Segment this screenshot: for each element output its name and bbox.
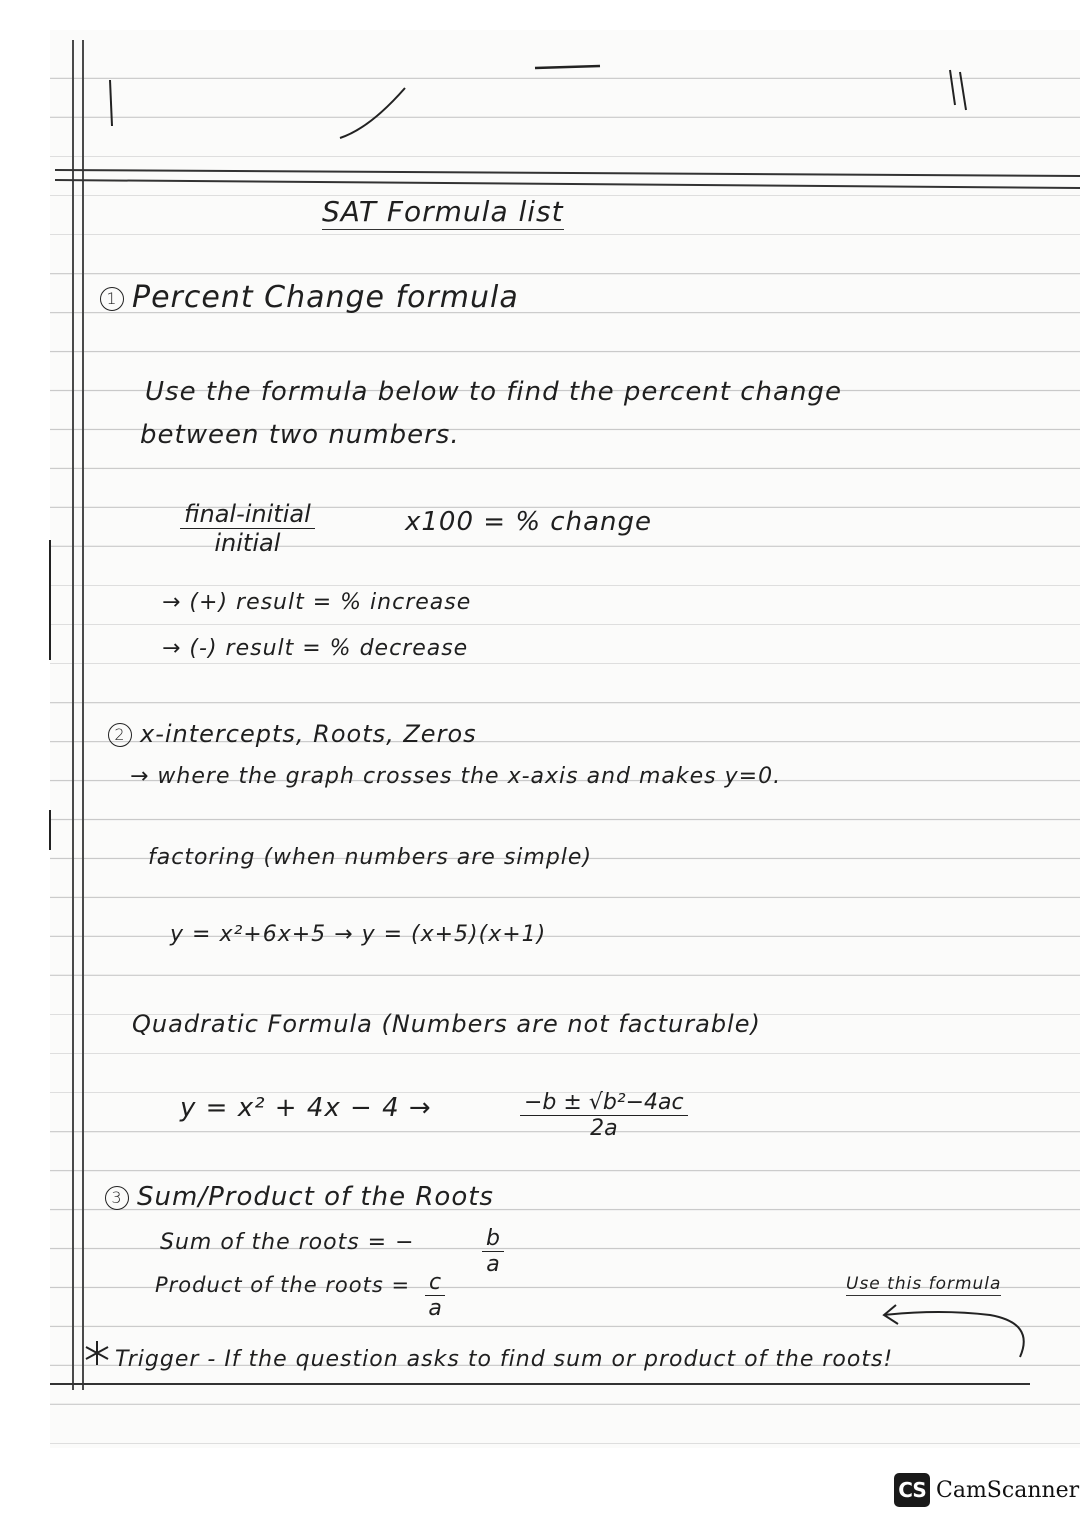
use-this-formula-note: Use this formula (846, 1274, 1002, 1294)
quadratic-equation: y = x² + 4x − 4 → (180, 1093, 432, 1123)
section-1-number: 1 (100, 287, 124, 311)
section-2-heading (108, 720, 477, 748)
sum-denominator: a (486, 1252, 500, 1277)
section-2-description: → where the graph crosses the x-axis and makes y=0. (130, 764, 782, 789)
fraction-numerator: final-initial (180, 500, 315, 529)
sum-of-roots-fraction (482, 1226, 504, 1277)
section-1-title: Percent Change formula (132, 280, 519, 315)
percent-change-result: x100 = % change (405, 507, 652, 537)
quadratic-formula-fraction (520, 1090, 688, 1141)
camscanner-watermark (894, 1473, 1079, 1507)
quadratic-numerator: −b ± √b²−4ac (520, 1090, 688, 1116)
section-1-intro-line2: between two numbers. (140, 420, 460, 450)
section-1-intro-line1: Use the formula below to find the percent change (145, 377, 842, 407)
header-scribbles (0, 0, 1080, 190)
factoring-equation: y = x²+6x+5 → y = (x+5)(x+1) (170, 922, 547, 947)
product-of-roots-fraction (425, 1270, 445, 1321)
section-2-number: 2 (108, 723, 132, 747)
bottom-rule (50, 1383, 1030, 1385)
product-of-roots-label: Product of the roots = (155, 1273, 411, 1297)
product-numerator: c (425, 1270, 445, 1296)
fraction-denominator: initial (214, 529, 281, 557)
quadratic-denominator: 2a (590, 1116, 618, 1141)
factoring-heading: factoring (when numbers are simple) (148, 845, 593, 870)
quadratic-heading: Quadratic Formula (Numbers are not facturable) (132, 1010, 761, 1038)
page-title: SAT Formula list (322, 195, 564, 228)
section-3-number: 3 (105, 1186, 129, 1210)
margin-line-right (82, 40, 84, 1390)
bullet-increase: → (+) result = % increase (162, 590, 472, 615)
margin-line-left (72, 40, 74, 1390)
camscanner-logo-icon: CS (894, 1473, 930, 1507)
section-3-heading (105, 1182, 494, 1212)
section-2-title: x-intercepts, Roots, Zeros (140, 720, 477, 748)
sum-of-roots-label: Sum of the roots = − (160, 1230, 415, 1255)
section-1-heading (100, 280, 519, 315)
product-denominator: a (428, 1296, 442, 1321)
percent-change-fraction (180, 500, 315, 557)
bullet-decrease: → (-) result = % decrease (162, 636, 469, 661)
camscanner-name: CamScanner (936, 1477, 1080, 1503)
sum-numerator: b (482, 1226, 504, 1252)
section-3-title: Sum/Product of the Roots (137, 1182, 494, 1212)
edge-marks (0, 540, 60, 1440)
asterisk-icon (82, 1338, 112, 1368)
trigger-note: Trigger - If the question asks to find sum or product of the roots! (115, 1347, 894, 1372)
curved-arrow-icon (870, 1295, 1050, 1365)
